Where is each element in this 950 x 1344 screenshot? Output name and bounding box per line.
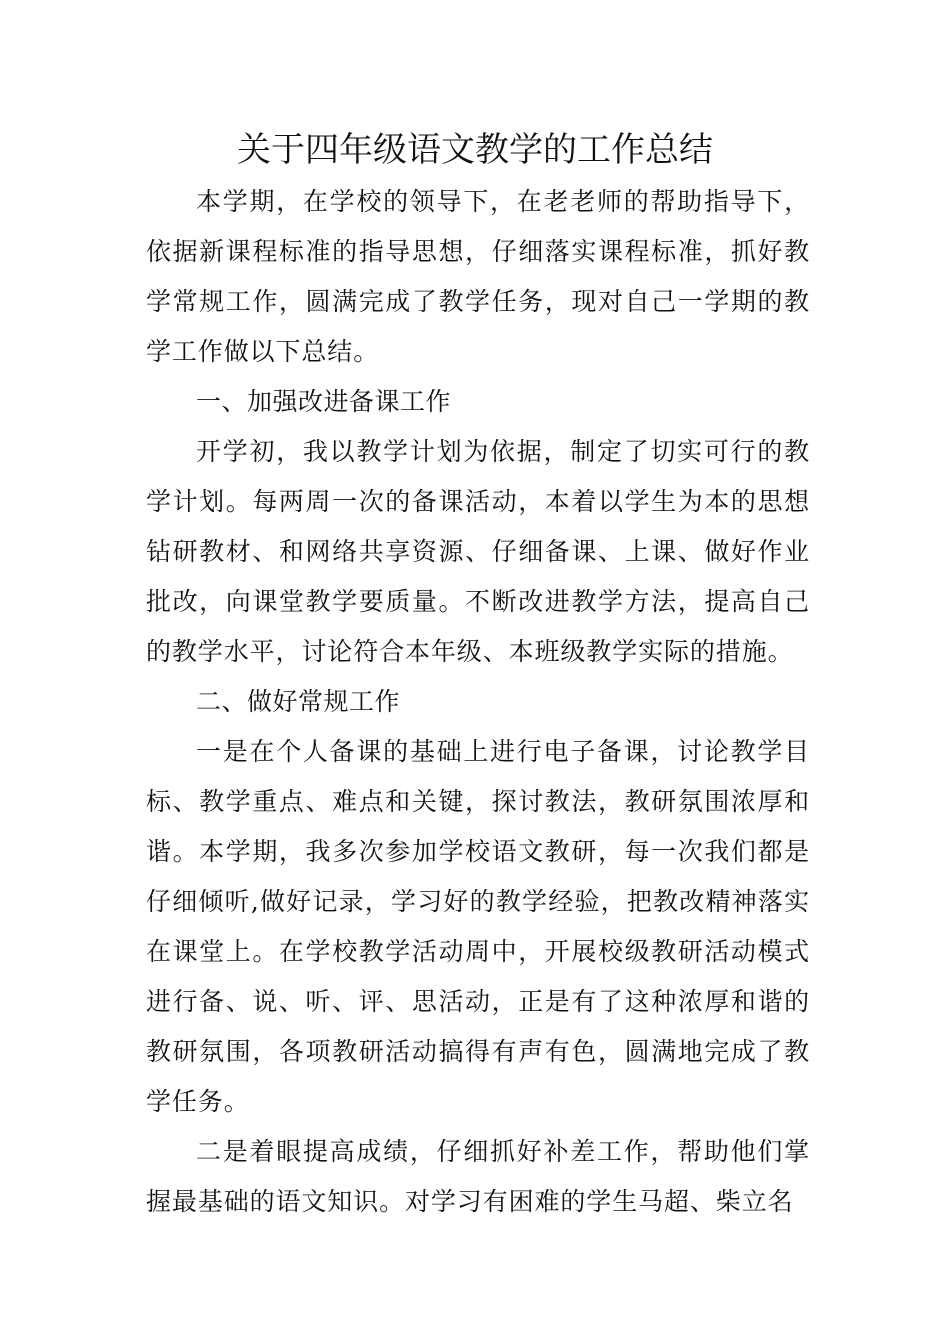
section-2-heading: 二、做好常规工作: [196, 687, 401, 716]
document-title: 关于四年级语文教学的工作总结: [237, 130, 713, 170]
section-1-heading: 一、加强改进备课工作: [196, 387, 452, 416]
section-2-paragraph-1: 一是在个人备课的基础上进行电子备课，讨论教学目标、教学重点、难点和关键，探讨教法，教研氛围浓厚和谐。本学期，我多次参加学校语文教研，每一次我们都是仔细倾听,做好记录，学习好的教学经验，把教改精神落实在课堂上。在学校教学活动周中，开展校级教研活动模式进行备、说、听、评、思活动，正是有了这种浓厚和谐的教研氛围，各项教研活动搞得有声有色，圆满地完成了教学任务。: [146, 737, 810, 1116]
section-2-paragraph-2: 二是着眼提高成绩，仔细抓好补差工作，帮助他们掌握最基础的语文知识。对学习有困难的学生马超、柴立名: [146, 1137, 810, 1216]
section-1-paragraph: 开学初，我以教学计划为依据，制定了切实可行的教学计划。每两周一次的备课活动，本着以学生为本的思想钻研教材、和网络共享资源、仔细备课、上课、做好作业批改，向课堂教学要质量。不断改进教学方法，提高自己的教学水平，讨论符合本年级、本班级教学实际的措施。: [146, 437, 810, 666]
document-body: [146, 177, 810, 1227]
intro-paragraph: 本学期，在学校的领导下，在老老师的帮助指导下，依据新课程标准的指导思想，仔细落实课程标准，抓好教学常规工作，圆满完成了教学任务，现对自己一学期的教学工作做以下总结。: [146, 187, 810, 366]
